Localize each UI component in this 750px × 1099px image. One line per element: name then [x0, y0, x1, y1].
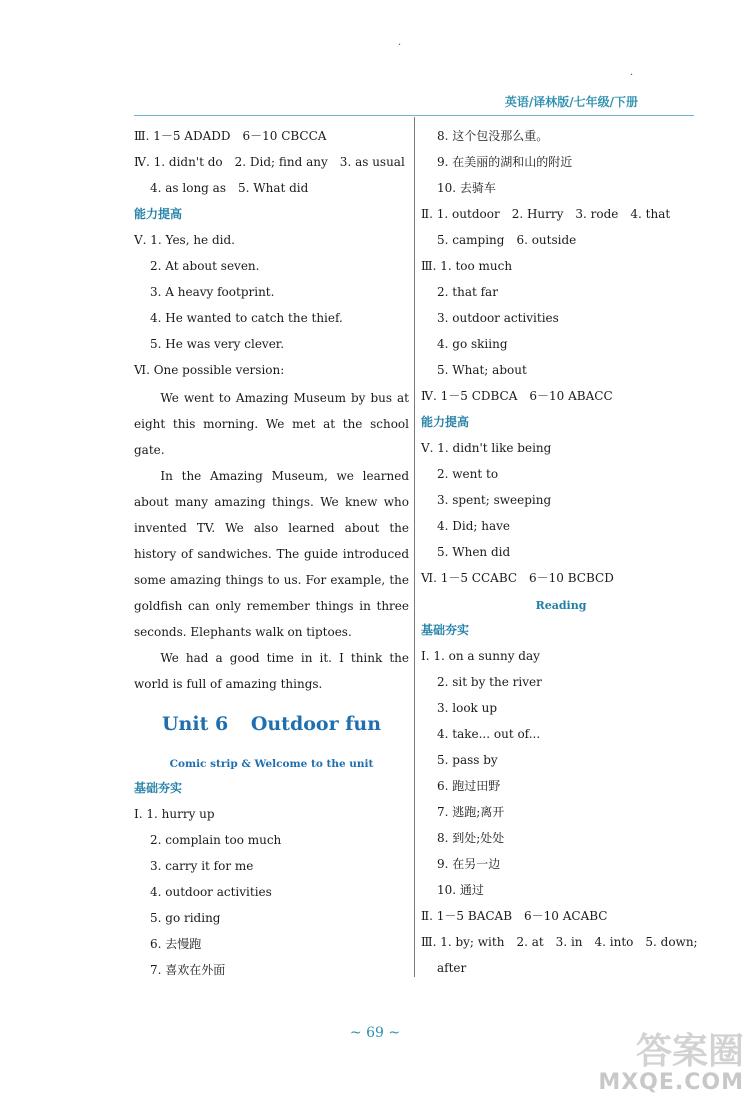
answer-line: 5. camping 6. outside — [437, 233, 577, 247]
header-rule — [134, 115, 694, 116]
answer-line: Ⅲ. 1. too much — [421, 259, 513, 273]
answer-line: 2. that far — [437, 285, 498, 299]
answer-line: 3. carry it for me — [150, 859, 254, 873]
answer-line: Ⅴ. 1. Yes, he did. — [134, 233, 235, 247]
answer-line: Ⅱ. 1. outdoor 2. Hurry 3. rode 4. that — [421, 207, 671, 221]
answer-line: 4. Did; have — [437, 519, 511, 533]
answer-line: 4. He wanted to catch the thief. — [150, 311, 343, 325]
answer-line: 5. He was very clever. — [150, 337, 285, 351]
answer-line: 4. take... out of... — [437, 727, 541, 741]
unit-name: Outdoor fun — [250, 713, 382, 735]
section-heading: 基础夯实 — [421, 623, 470, 637]
answer-line: after — [437, 961, 467, 975]
answer-line: 7. 喜欢在外面 — [150, 963, 226, 977]
scan-dot: · — [630, 70, 634, 81]
section-heading: 能力提高 — [134, 207, 183, 221]
answer-line: 3. outdoor activities — [437, 311, 559, 325]
answer-line: 2. sit by the river — [437, 675, 542, 689]
answer-line: 8. 到处;处处 — [437, 831, 505, 845]
right-column — [421, 125, 701, 983]
answer-line: 2. went to — [437, 467, 499, 481]
essay-paragraph: We had a good time in it. I think the world is full of amazing things. — [134, 651, 409, 691]
answer-line: 3. A heavy footprint. — [150, 285, 275, 299]
answer-line: 6. 跑过田野 — [437, 779, 501, 793]
answer-line: 5. go riding — [150, 911, 221, 925]
answer-line: 3. spent; sweeping — [437, 493, 552, 507]
answer-line: 5. When did — [437, 545, 511, 559]
scan-dot: · — [398, 40, 402, 51]
watermark-logo — [598, 1033, 744, 1095]
answer-line: 2. At about seven. — [150, 259, 260, 273]
reading-heading: Reading — [535, 599, 587, 612]
unit-number: Unit 6 — [161, 713, 229, 735]
answer-line: Ⅳ. 1－5 CDBCA 6－10 ABACC — [421, 389, 613, 403]
answer-line: 9. 在另一边 — [437, 857, 501, 871]
answer-line: Ⅰ. 1. hurry up — [134, 807, 215, 821]
essay-paragraph: We went to Amazing Museum by bus at eight this morning. We met at the school gate. — [134, 391, 409, 457]
section-heading: 基础夯实 — [134, 781, 183, 795]
answer-line: Ⅱ. 1－5 BACAB 6－10 ACABC — [421, 909, 608, 923]
answer-line: 8. 这个包没那么重。 — [437, 129, 549, 143]
answer-line: Ⅲ. 1. by; with 2. at 3. in 4. into 5. down; — [421, 935, 698, 949]
answer-line: 2. complain too much — [150, 833, 282, 847]
unit-subtitle: Comic strip & Welcome to the unit — [169, 758, 374, 770]
answer-line: 5. What; about — [437, 363, 527, 377]
column-divider — [414, 117, 415, 977]
answer-line: 6. 去慢跑 — [150, 937, 202, 951]
answer-line: Ⅵ. One possible version: — [134, 363, 285, 377]
page-header: 英语/译林版/七年级/下册 — [504, 95, 638, 109]
answer-line: 9. 在美丽的湖和山的附近 — [437, 155, 573, 169]
answer-line: 4. outdoor activities — [150, 885, 272, 899]
section-heading: 能力提高 — [421, 415, 470, 429]
answer-line: 4. go skiing — [437, 337, 508, 351]
answer-line: 10. 去骑车 — [437, 181, 496, 195]
answer-line: Ⅵ. 1－5 CCABC 6－10 BCBCD — [421, 571, 614, 585]
answer-line: 7. 逃跑;离开 — [437, 805, 505, 819]
answer-line: 5. pass by — [437, 753, 498, 767]
page-number: ~ 69 ~ — [349, 1025, 401, 1041]
answer-line: 4. as long as 5. What did — [150, 181, 309, 195]
answer-line: Ⅴ. 1. didn't like being — [421, 441, 552, 455]
left-column — [134, 125, 409, 985]
answer-line: 10. 通过 — [437, 883, 484, 897]
answer-line: Ⅳ. 1. didn't do 2. Did; find any 3. as usual — [134, 155, 405, 169]
watermark-bottom: MXQE.COM — [598, 1070, 744, 1095]
unit-title — [134, 697, 409, 751]
watermark-top: 答案圈 — [635, 1031, 744, 1072]
answer-line: Ⅰ. 1. on a sunny day — [421, 649, 540, 663]
answer-line: Ⅲ. 1－5 ADADD 6－10 CBCCA — [134, 129, 327, 143]
essay-paragraph: In the Amazing Museum, we learned about many amazing things. We knew who invented TV. We also learned about the history of sandwiches. The guide introduced some amazing things to us. For example, the goldfish can only remember things in three seconds. Elephants walk on tiptoes. — [134, 469, 409, 639]
answer-line: 3. look up — [437, 701, 498, 715]
